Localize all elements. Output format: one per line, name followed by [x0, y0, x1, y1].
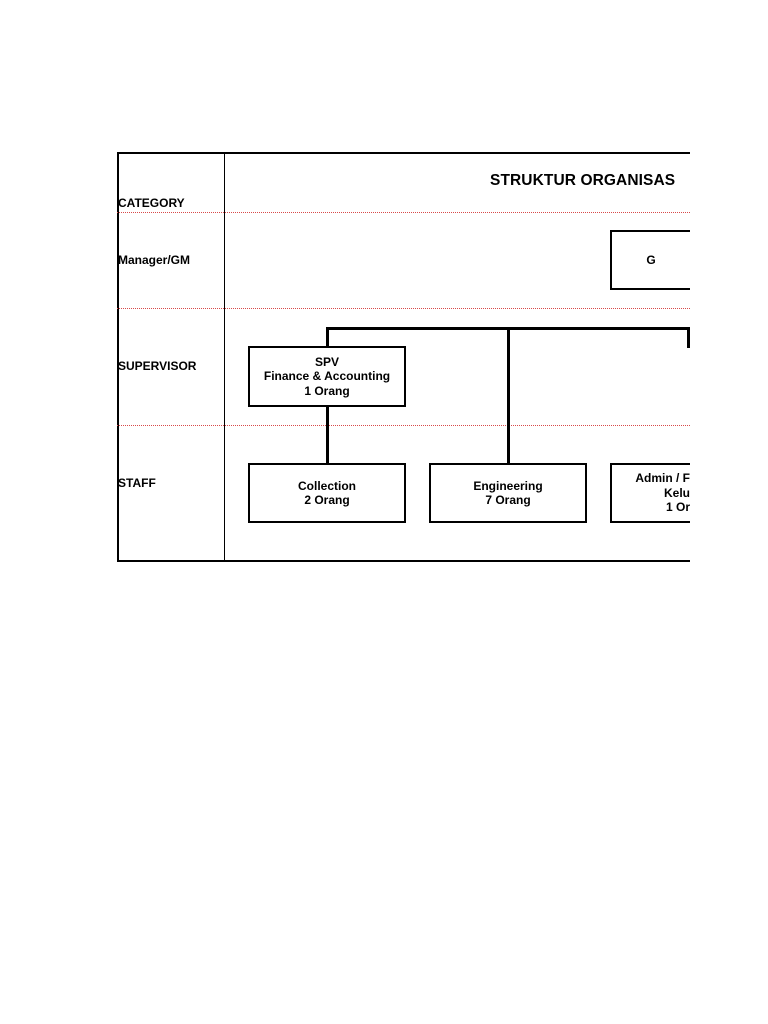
- connector-engineering-drop: [507, 327, 510, 464]
- collection-node: [248, 463, 406, 523]
- category-supervisor-label: SUPERVISOR: [118, 359, 197, 373]
- engineering-title: Engineering: [473, 478, 543, 493]
- row-separator-header: [117, 212, 690, 213]
- frame-bottom-border: [117, 560, 690, 562]
- admin-count: 1 Or: [665, 500, 690, 515]
- category-manager-label: Manager/GM: [118, 253, 191, 267]
- collection-count: 2 Orang: [304, 493, 350, 507]
- spv-finance-node: [248, 346, 406, 407]
- connector-spv-to-collection: [326, 406, 329, 464]
- admin-dept: Kelu: [663, 485, 690, 500]
- org-chart-sheet: [117, 152, 690, 562]
- admin-title: Admin / F: [635, 471, 690, 486]
- admin-node: [610, 463, 690, 523]
- row-separator-supervisor: [117, 425, 690, 426]
- spv-finance-title: SPV: [314, 354, 339, 369]
- connector-spv-drop: [326, 327, 329, 348]
- frame-left-border: [117, 152, 119, 562]
- frame-top-border: [117, 152, 690, 154]
- category-staff-label: STAFF: [118, 476, 156, 490]
- spv-finance-count: 1 Orang: [304, 383, 350, 398]
- chart-title: STRUKTUR ORGANISAS: [490, 172, 676, 189]
- category-header-label: CATEGORY: [118, 196, 185, 210]
- row-separator-manager: [117, 308, 690, 309]
- spv-finance-dept: Finance & Accounting: [263, 369, 391, 384]
- connector-right-drop: [687, 327, 690, 348]
- engineering-count: 7 Orang: [485, 493, 531, 507]
- gm-node-text: G: [646, 252, 656, 267]
- engineering-node: [429, 463, 587, 523]
- category-column-divider: [224, 152, 225, 562]
- collection-title: Collection: [297, 478, 356, 493]
- gm-node: [610, 230, 690, 290]
